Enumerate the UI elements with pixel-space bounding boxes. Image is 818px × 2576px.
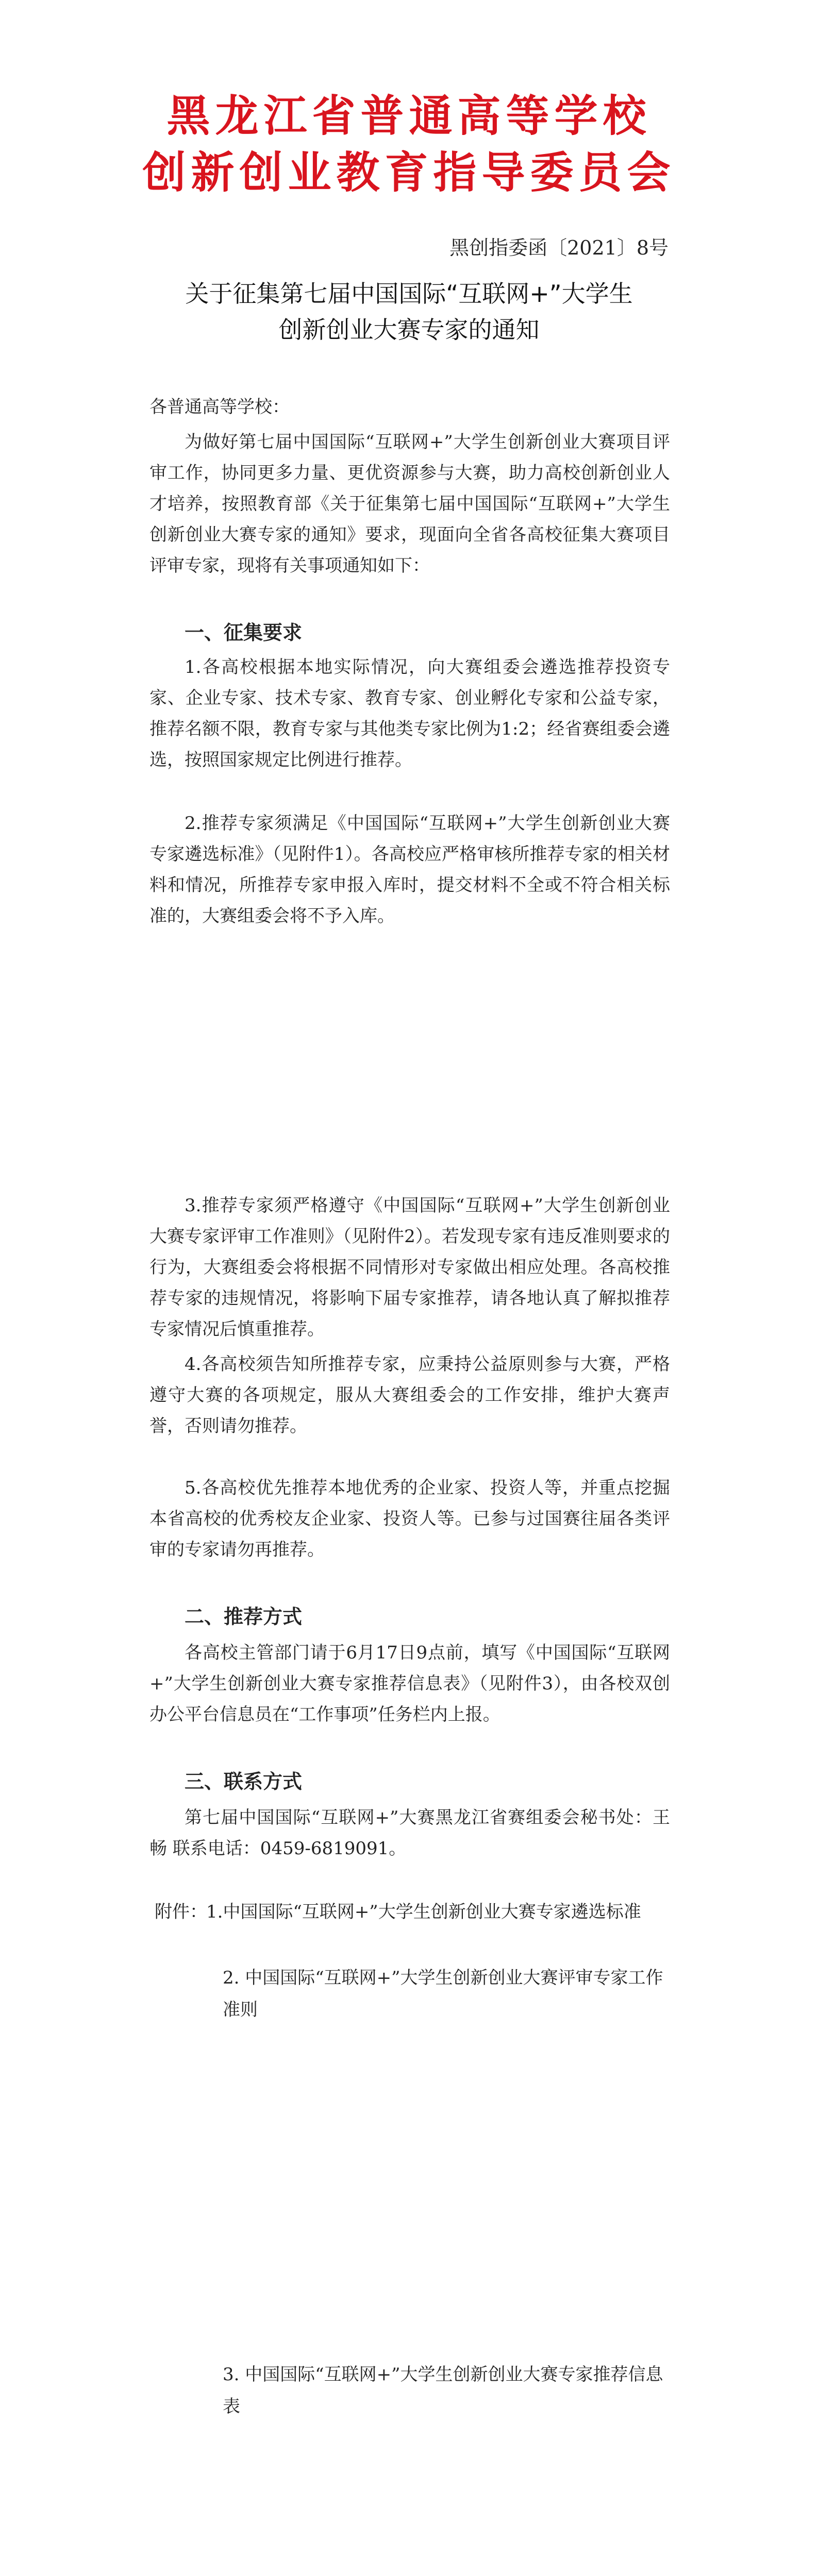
masthead-line-1: 黑龙江省普通高等学校 [166, 91, 652, 141]
salutation: 各普通高等学校： [149, 397, 290, 417]
section-heading-contact: 三、联系方式 [185, 1770, 303, 1793]
requirement-item-1: 1.各高校根据本地实际情况，向大赛组委会遴选推荐投资专家、企业专家、技术专家、教育专家、创业孵化专家和公益专家，推荐名额不限，教育专家与其他类专家比例为1:2；经省赛组委会遴选，按照国家规定比例进行推荐。 [149, 657, 670, 770]
attachment-item-1: 1.中国国际“互联网+”大学生创新创业大赛专家遴选标准 [206, 1902, 641, 1922]
document-number: 黑创指委函〔2021〕8号 [449, 236, 669, 259]
contact-paragraph: 第七届中国国际“互联网+”大赛黑龙江省赛组委会秘书处：王畅 联系电话：0459-6819091。 [149, 1807, 671, 1859]
requirement-item-4: 4.各高校须告知所推荐专家，应秉持公益原则参与大赛，严格遵守大赛的各项规定，服从大赛组委会的工作安排，维护大赛声誉，否则请勿推荐。 [149, 1354, 670, 1436]
masthead-line-2: 创新创业教育指导委员会 [142, 147, 676, 198]
intro-paragraph: 为做好第七届中国国际“互联网+”大学生创新创业大赛项目评审工作，协同更多力量、更优资源参与大赛，助力高校创新创业人才培养，按照教育部《关于征集第七届中国国际“互联网+”大学生创新创业大赛专家的通知》要求，现面向全省各高校征集大赛项目评审专家，现将有关事项通知如下： [149, 432, 670, 576]
method-paragraph: 各高校主管部门请于6月17日9点前，填写《中国国际“互联网+”大学生创新创业大赛专家推荐信息表》（见附件3），由各校双创办公平台信息员在“工作事项”任务栏内上报。 [149, 1642, 670, 1725]
section-heading-method: 二、推荐方式 [185, 1605, 303, 1628]
attachment-item-2: 2. 中国国际“互联网+”大学生创新创业大赛评审专家工作准则 [223, 1968, 663, 2020]
requirement-item-3: 3.推荐专家须严格遵守《中国国际“互联网+”大学生创新创业大赛专家评审工作准则》（见附件2）。若发现专家有违反准则要求的行为，大赛组委会将根据不同情形对专家做出相应处理。各高校推荐专家的违规情况，将影响下届专家推荐，请各地认真了解拟推荐专家情况后慎重推荐。 [149, 1195, 670, 1340]
attachments-label: 附件： [155, 1902, 207, 1922]
attachment-item-3: 3. 中国国际“互联网+”大学生创新创业大赛专家推荐信息表 [223, 2364, 663, 2417]
requirement-item-2: 2.推荐专家须满足《中国国际“互联网+”大学生创新创业大赛专家遴选标准》（见附件1）。各高校应严格审核所推荐专家的相关材料和情况，所推荐专家申报入库时，提交材料不全或不符合相关标准的，大赛组委会将不予入库。 [149, 813, 670, 926]
document-title-line-1: 关于征集第七届中国国际“互联网+”大学生 [185, 280, 633, 308]
requirement-item-5: 5.各高校优先推荐本地优秀的企业家、投资人等，并重点挖掘本省高校的优秀校友企业家、投资人等。已参与过国赛往届各类评审的专家请勿再推荐。 [149, 1478, 670, 1560]
section-heading-requirements: 一、征集要求 [185, 621, 303, 644]
document-title-line-2: 创新创业大赛专家的通知 [278, 316, 540, 344]
